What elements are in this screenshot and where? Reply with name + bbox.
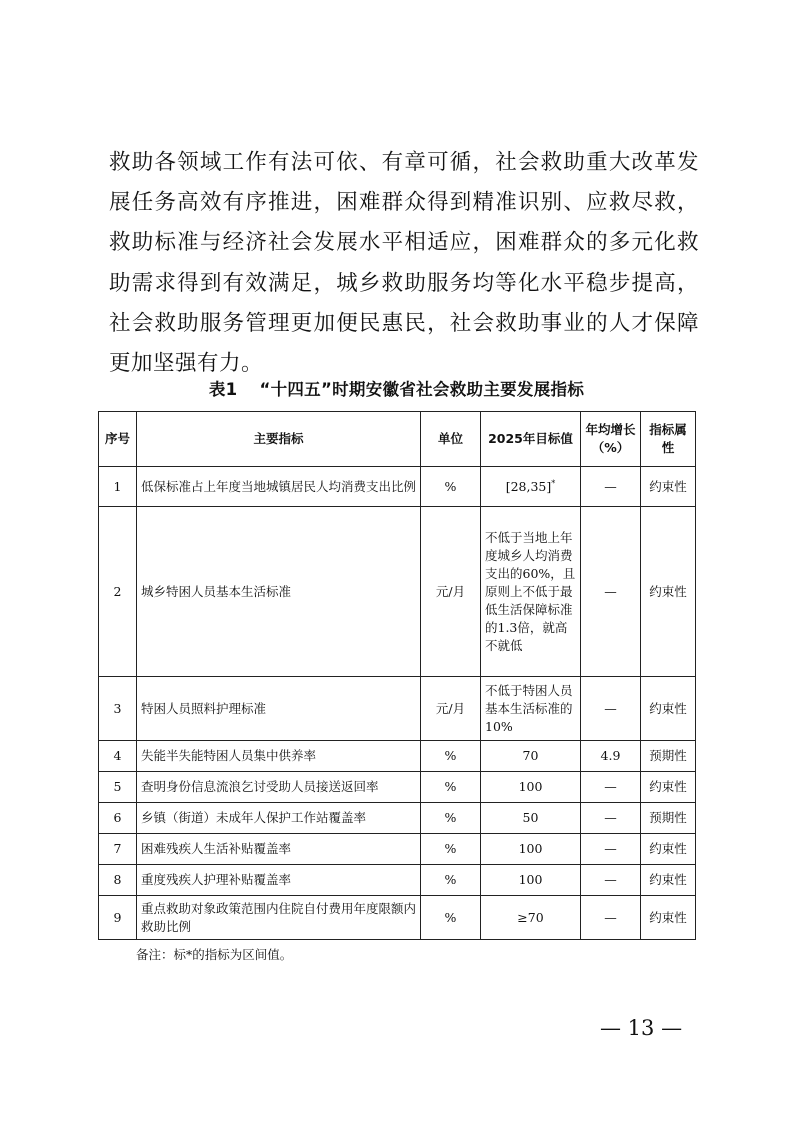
table-row [99, 741, 696, 772]
cell-seq: 6 [99, 803, 137, 834]
cell-target: 50 [481, 803, 581, 834]
cell-unit: % [421, 865, 481, 896]
cell-attribute: 约束性 [641, 896, 696, 940]
cell-target [481, 467, 581, 507]
cell-growth: — [581, 803, 641, 834]
cell-seq: 5 [99, 772, 137, 803]
header-seq: 序号 [99, 412, 137, 467]
table-title-number: 表1 [208, 380, 238, 399]
header-attribute: 指标属性 [641, 412, 696, 467]
cell-unit: % [421, 772, 481, 803]
table-title-text: “十四五”时期安徽省社会救助主要发展指标 [259, 380, 585, 399]
cell-unit: % [421, 741, 481, 772]
cell-target: 100 [481, 772, 581, 803]
cell-growth: — [581, 834, 641, 865]
cell-growth: — [581, 677, 641, 741]
cell-target: ≥70 [481, 896, 581, 940]
header-unit: 单位 [421, 412, 481, 467]
cell-attribute: 预期性 [641, 741, 696, 772]
table-row [99, 896, 696, 940]
cell-growth: — [581, 772, 641, 803]
table-header-row [99, 412, 696, 467]
cell-target: 100 [481, 834, 581, 865]
cell-unit: % [421, 896, 481, 940]
page-number: — 13 — [600, 1016, 683, 1040]
cell-attribute: 约束性 [641, 772, 696, 803]
table-row [99, 507, 696, 677]
cell-seq: 1 [99, 467, 137, 507]
table-row [99, 467, 696, 507]
cell-attribute: 约束性 [641, 467, 696, 507]
cell-attribute: 约束性 [641, 865, 696, 896]
cell-seq: 3 [99, 677, 137, 741]
table-row [99, 772, 696, 803]
cell-seq: 7 [99, 834, 137, 865]
cell-unit: % [421, 467, 481, 507]
cell-target: 70 [481, 741, 581, 772]
cell-seq: 2 [99, 507, 137, 677]
header-target: 2025年目标值 [481, 412, 581, 467]
cell-growth: — [581, 865, 641, 896]
cell-unit: % [421, 834, 481, 865]
cell-target: 不低于特困人员基本生活标准的10% [481, 677, 581, 741]
cell-seq: 4 [99, 741, 137, 772]
cell-attribute: 预期性 [641, 803, 696, 834]
cell-indicator: 失能半失能特困人员集中供养率 [137, 741, 421, 772]
indicator-table [98, 411, 696, 940]
cell-indicator: 城乡特困人员基本生活标准 [137, 507, 421, 677]
cell-indicator: 困难残疾人生活补贴覆盖率 [137, 834, 421, 865]
table-row [99, 677, 696, 741]
cell-attribute: 约束性 [641, 507, 696, 677]
cell-target: 不低于当地上年度城乡人均消费支出的60%，且原则上不低于最低生活保障标准的1.3倍，就高不就低 [481, 507, 581, 677]
cell-unit: % [421, 803, 481, 834]
cell-indicator: 查明身份信息流浪乞讨受助人员接送返回率 [137, 772, 421, 803]
cell-indicator: 重度残疾人护理补贴覆盖率 [137, 865, 421, 896]
header-indicator: 主要指标 [137, 412, 421, 467]
cell-indicator: 重点救助对象政策范围内住院自付费用年度限额内救助比例 [137, 896, 421, 940]
cell-unit: 元/月 [421, 677, 481, 741]
cell-target-value: [28,35] [505, 478, 552, 494]
cell-growth: — [581, 896, 641, 940]
table-title [0, 376, 793, 400]
cell-seq: 8 [99, 865, 137, 896]
table-row [99, 803, 696, 834]
table-row [99, 834, 696, 865]
cell-indicator: 乡镇（街道）未成年人保护工作站覆盖率 [137, 803, 421, 834]
cell-growth: — [581, 507, 641, 677]
table-row [99, 865, 696, 896]
cell-target-mark: * [551, 478, 556, 488]
body-paragraph: 救助各领域工作有法可依、有章可循，社会救助重大改革发展任务高效有序推进，困难群众得到精准识别、应救尽救，救助标准与经济社会发展水平相适应，困难群众的多元化救助需求得到有效满足，城乡救助服务均等化水平稳步提高，社会救助服务管理更加便民惠民，社会救助事业的人才保障更加坚强有力。 [109, 150, 699, 377]
cell-seq: 9 [99, 896, 137, 940]
header-growth: 年均增长（%） [581, 412, 641, 467]
cell-growth: — [581, 467, 641, 507]
cell-target: 100 [481, 865, 581, 896]
cell-attribute: 约束性 [641, 834, 696, 865]
cell-growth: 4.9 [581, 741, 641, 772]
cell-attribute: 约束性 [641, 677, 696, 741]
table-note: 备注：标*的指标为区间值。 [136, 947, 293, 962]
cell-indicator: 低保标准占上年度当地城镇居民人均消费支出比例 [137, 467, 421, 507]
cell-indicator: 特困人员照料护理标准 [137, 677, 421, 741]
cell-unit: 元/月 [421, 507, 481, 677]
